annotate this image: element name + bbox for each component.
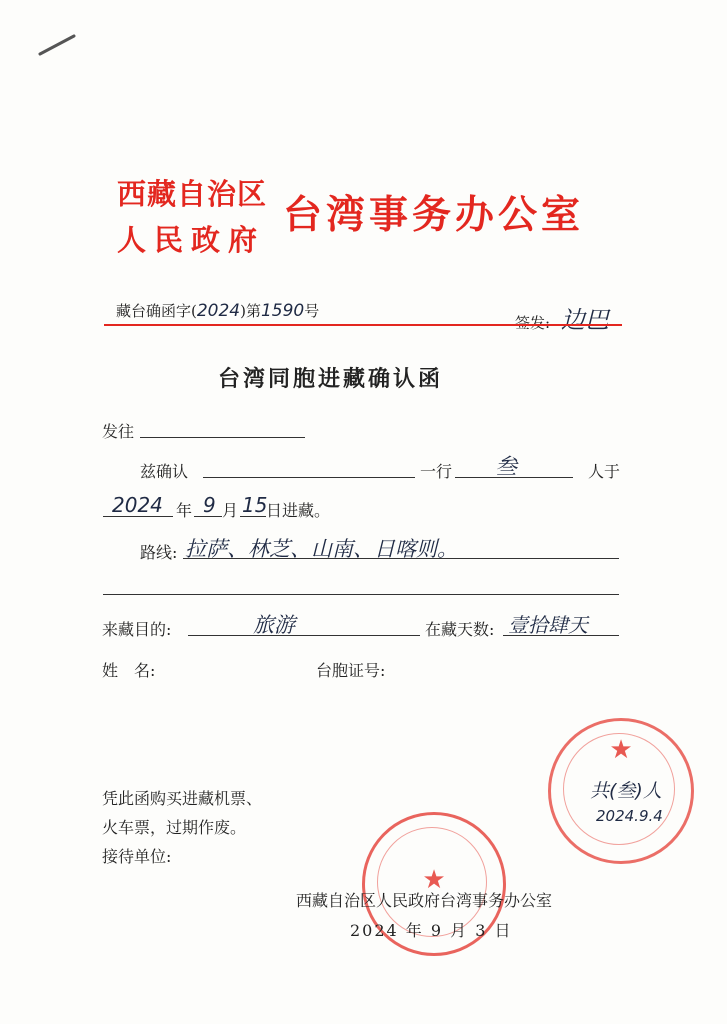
people-suffix: 人于 <box>588 462 621 481</box>
entry-year-label: 年 <box>176 501 193 520</box>
doc-serial: 1590 <box>260 301 305 321</box>
note-line2: 火车票，过期作废。 <box>102 818 247 837</box>
seal-annotation: 共(叁)人 <box>590 780 662 802</box>
confirm-name-line <box>203 477 415 478</box>
signer-signature: 边巴 <box>560 306 609 334</box>
confirm-label: 兹确认 <box>140 462 189 481</box>
note-line1: 凭此函购买进藏机票、 <box>102 789 263 808</box>
note-line3: 接待单位: <box>102 847 172 866</box>
entry-day: 15 <box>242 493 268 517</box>
entry-year: 2024 <box>112 493 163 517</box>
entry-day-label: 日进藏。 <box>266 501 331 520</box>
group-label: 一行 <box>420 462 453 481</box>
purpose-label: 来藏目的: <box>102 620 172 639</box>
header-org-line1: 西藏自治区 <box>117 177 268 211</box>
purpose-value: 旅游 <box>253 613 295 637</box>
page-title: 台湾同胞进藏确认函 <box>218 366 444 392</box>
seal-annotation-date: 2024.9.4 <box>596 807 663 825</box>
id-number-label: 台胞证号: <box>316 661 386 680</box>
purpose-line <box>188 635 420 636</box>
pen-mark-icon <box>36 32 78 58</box>
doc-number: 藏台确函字(2024)第1590号 <box>116 301 320 321</box>
send-to-line <box>140 437 305 438</box>
doc-year: 2024 <box>196 301 241 321</box>
official-seal-star-icon: ★ <box>422 865 446 895</box>
people-count: 叁 <box>495 455 518 480</box>
signer: 签发: 边巴 <box>515 306 609 334</box>
footer-org: 西藏自治区人民政府台湾事务办公室 <box>296 891 553 910</box>
header-org-line2: 人民政府 <box>117 223 266 257</box>
stay-label: 在藏天数: <box>425 620 495 639</box>
route-value: 拉萨、林芝、山南、日喀则。 <box>185 537 458 561</box>
header-rule <box>104 324 622 326</box>
route-line <box>183 558 619 559</box>
route-line-2 <box>103 594 619 595</box>
entry-month: 9 <box>203 493 216 517</box>
send-to-label: 发往 <box>102 422 135 441</box>
route-label: 路线: <box>140 543 178 562</box>
stay-value: 壹拾肆天 <box>508 613 588 637</box>
footer-date: 2024 年 9 月 3 日 <box>350 921 513 940</box>
name-label: 姓 名: <box>102 661 156 680</box>
seal-star-icon: ★ <box>609 735 633 765</box>
header-office: 台湾事务办公室 <box>283 192 585 238</box>
entry-month-label: 月 <box>222 501 239 520</box>
